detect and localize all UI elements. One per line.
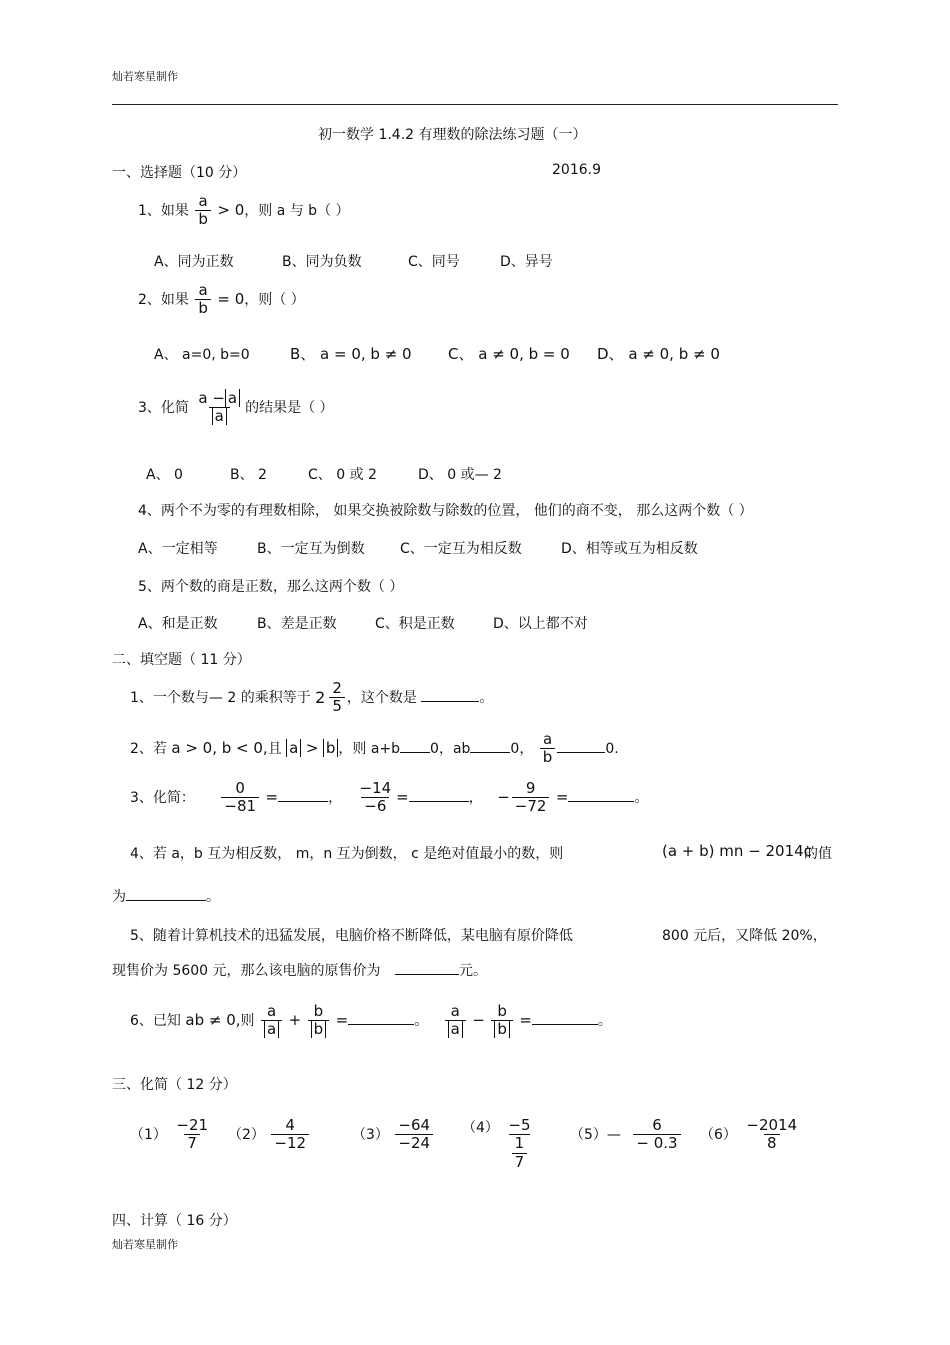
s1-q3-opt-c: C、 0 或 2 (308, 467, 377, 483)
s1-q2: 2、如果 $\frac{a}{b}$ = 0，则（ ） (138, 281, 305, 318)
s1-q3: 3、化简 $\frac{a - a}{a}$ 的结果是（ ） (138, 389, 334, 426)
fraction: $\frac{b}{b}$ (491, 1003, 513, 1039)
s1-q4-opt-a: A、一定相等 (138, 541, 218, 557)
s2-q4-expr: (a + b) mn − 2014c (662, 842, 812, 860)
page-title: 初一数学 1.4.2 有理数的除法练习题（一） (318, 127, 587, 143)
s2-q5-line1b: 800 元后，又降低 20%， (662, 928, 827, 944)
s3-item-6: （6） $\frac{-2014}{8}$ (700, 1117, 802, 1153)
s1-q1-opt-a: A、同为正数 (154, 254, 234, 270)
s1-q4: 4、两个不为零的有理数相除， 如果交换被除数与除数的位置， 他们的商不变， 那么这两个数（ ） (138, 503, 753, 519)
fraction: $\frac{-21}{7}$ (176, 1116, 209, 1153)
fraction: $\frac{-5}{\frac{1}{7}}$ (508, 1116, 531, 1171)
s2-q4-line1: 4、若 a，b 互为相反数， m，n 互为倒数， c 是绝对值最小的数，则 (130, 846, 564, 862)
fraction: $\frac{9}{-72}$ (512, 780, 550, 816)
s3-item-4: （4） $\frac{-5}{\frac{1}{7}}$ (462, 1117, 536, 1171)
s1-q5: 5、两个数的商是正数，那么这两个数（ ） (138, 579, 404, 595)
s1-q1-opt-c: C、同号 (408, 254, 460, 270)
answer-blank[interactable] (421, 689, 479, 702)
fraction: $\frac{a}{b}$ (195, 193, 211, 229)
fraction: $\frac{-64}{-24}$ (395, 1117, 433, 1153)
fraction: $\frac{-2014}{8}$ (746, 1116, 798, 1153)
fraction: $\frac{4}{-12}$ (271, 1117, 309, 1153)
s2-q2: 2、若 a > 0, b < 0,且 a > b ，则 a+b 0，ab 0， $\frac{a}{b}$ 0. (130, 730, 619, 767)
s1-q4-opt-c: C、一定互为相反数 (400, 541, 522, 557)
s1-q1-opt-d: D、异号 (500, 254, 553, 270)
section3-heading: 三、化简（ 12 分） (112, 1077, 237, 1093)
s1-q5-opt-b: B、差是正数 (257, 616, 337, 632)
s1-q5-opt-d: D、以上都不对 (493, 616, 588, 632)
answer-blank[interactable] (568, 789, 634, 802)
answer-blank[interactable] (126, 888, 206, 901)
fraction: $\frac{-14}{-6}$ (359, 779, 392, 816)
fraction: $\frac{0}{-81}$ (221, 780, 259, 816)
s1-q1-opt-b: B、同为负数 (282, 254, 362, 270)
s1-q2-opt-b: B、 a = 0, b ≠ 0 (290, 345, 412, 363)
s2-q1: 1、一个数与— 2 的乘积等于 2 $\frac{2}{5}$ ，这个数是 。 (130, 679, 494, 716)
answer-blank[interactable] (409, 789, 469, 802)
s1-q2-opt-c: C、 a ≠ 0, b = 0 (448, 345, 570, 363)
s2-q3: 3、化简： $\frac{0}{-81}$ = ， $\frac{-14}{-6}$ = ， − $\frac{9}{-72}$ = 。 (130, 779, 649, 816)
s1-q3-opt-d: D、 0 或— 2 (418, 467, 502, 483)
section2-heading: 二、填空题（ 11 分） (112, 652, 251, 668)
fraction: $\frac{6}{- 0.3}$ (633, 1117, 680, 1153)
s2-q4-line2: 为 。 (112, 889, 220, 905)
s3-item-3: （3） $\frac{-64}{-24}$ (352, 1117, 435, 1153)
s1-q3-opt-b: B、 2 (230, 467, 267, 483)
fraction: $\frac{a - a}{a}$ (195, 390, 243, 426)
fraction: $\frac{b}{b}$ (308, 1003, 330, 1039)
s1-q2-opt-d: D、 a ≠ 0, b ≠ 0 (597, 345, 720, 363)
s3-item-1: （1） $\frac{-21}{7}$ (130, 1117, 213, 1153)
answer-blank[interactable] (557, 740, 605, 753)
s1-q4-opt-d: D、相等或互为相反数 (561, 541, 698, 557)
answer-blank[interactable] (395, 962, 459, 975)
s1-q5-opt-c: C、积是正数 (375, 616, 455, 632)
fraction: $\frac{a}{a}$ (445, 1003, 466, 1039)
fraction: $\frac{a}{b}$ (540, 731, 556, 767)
fraction: $\frac{a}{b}$ (195, 282, 211, 318)
s1-q3-opt-a: A、 0 (146, 467, 183, 483)
mixed-number: 2 $\frac{2}{5}$ (315, 680, 347, 716)
answer-blank[interactable] (532, 1012, 598, 1025)
header-watermark: 灿若寒星制作 (112, 70, 178, 83)
answer-blank[interactable] (400, 740, 430, 753)
answer-blank[interactable] (348, 1012, 414, 1025)
fraction: $\frac{a}{a}$ (261, 1003, 282, 1039)
s1-q1: 1、如果 $\frac{a}{b}$ > 0，则 a 与 b（ ） (138, 192, 350, 229)
section1-heading: 一、选择题（10 分） (112, 165, 247, 181)
s3-item-2: （2） $\frac{4}{-12}$ (228, 1117, 311, 1153)
footer-watermark: 灿若寒星制作 (112, 1238, 178, 1251)
s1-q5-opt-a: A、和是正数 (138, 616, 218, 632)
s1-q2-opt-a: A、 a=0, b=0 (154, 347, 250, 363)
answer-blank[interactable] (278, 789, 328, 802)
header-rule (112, 104, 838, 105)
date: 2016.9 (552, 162, 601, 178)
answer-blank[interactable] (470, 740, 510, 753)
section4-heading: 四、计算（ 16 分） (112, 1213, 237, 1229)
s2-q6: 6、已知 ab ≠ 0,则 $\frac{a}{a}$ + $\frac{b}{b}$ = 。 $\frac{a}{a}$ − $\frac{b}{b}$ = 。 (130, 1002, 612, 1039)
s2-q4-line1-end: 的值 (804, 846, 832, 862)
s3-item-5: （5）— $\frac{6}{- 0.3}$ (570, 1117, 683, 1153)
s2-q5-line1a: 5、随着计算机技术的迅猛发展，电脑价格不断降低，某电脑有原价降低 (130, 928, 573, 944)
s1-q4-opt-b: B、一定互为倒数 (257, 541, 365, 557)
s2-q5-line2: 现售价为 5600 元，那么该电脑的原售价为 元。 (112, 963, 487, 979)
